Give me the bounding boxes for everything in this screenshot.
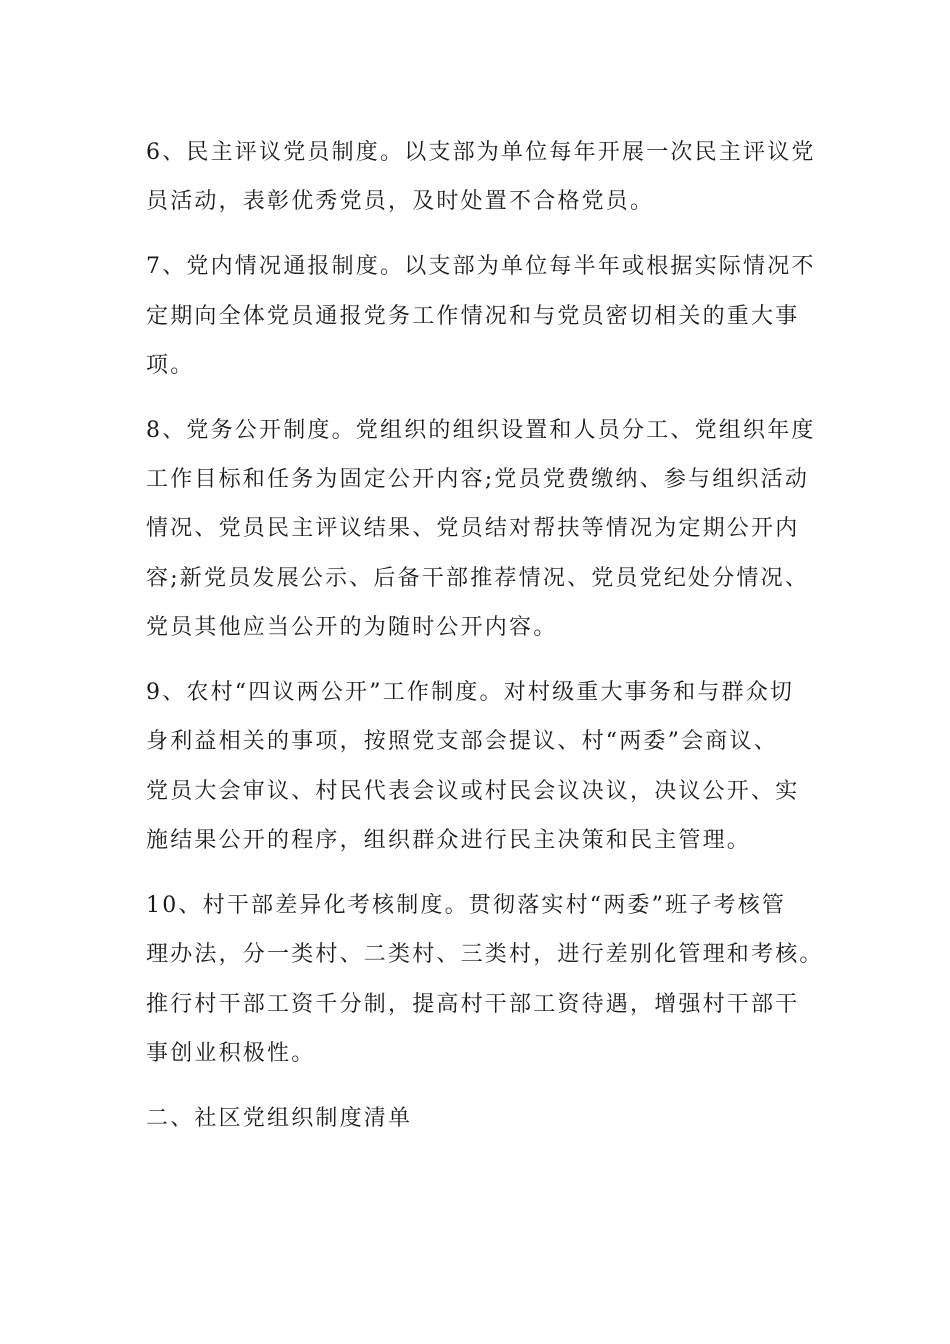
text-line: 身利益相关的事项，按照党支部会提议、村“两委”会商议、 [146, 729, 778, 754]
text-line: 施结果公开的程序，组织群众进行民主决策和民主管理。 [146, 828, 752, 853]
text-line: 推行村干部工资千分制，提高村干部工资待遇，增强村干部干 [146, 992, 800, 1017]
text-line: 7、党内情况通报制度。以支部为单位每半年或根据实际情况不 [146, 254, 816, 279]
text-line: 党员大会审议、村民代表会议或村民会议决议，决议公开、实 [146, 779, 800, 804]
text-line: 6、民主评议党员制度。以支部为单位每年开展一次民主评议党 [146, 140, 816, 165]
text-line: 员活动，表彰优秀党员，及时处置不合格党员。 [146, 189, 655, 214]
text-line: 10、村干部差异化考核制度。贯彻落实村“两委”班子考核管 [146, 893, 787, 918]
text-line: 事创业积极性。 [146, 1041, 316, 1066]
text-line: 定期向全体党员通报党务工作情况和与党员密切相关的重大事 [146, 304, 800, 329]
section-heading-text: 二、社区党组织制度清单 [146, 1106, 413, 1131]
text-line: 9、农村“四议两公开”工作制度。对村级重大事务和与群众切 [146, 680, 795, 705]
text-line: 党员其他应当公开的为随时公开内容。 [146, 615, 558, 640]
text-line: 情况、党员民主评议结果、党员结对帮扶等情况为定期公开内 [146, 516, 800, 541]
text-line: 8、党务公开制度。党组织的组织设置和人员分工、党组织年度 [146, 418, 816, 443]
text-line: 理办法，分一类村、二类村、三类村，进行差别化管理和考核。 [146, 942, 824, 967]
text-line: 容;新党员发展公示、后备干部推荐情况、党员党纪处分情况、 [146, 566, 810, 591]
text-line: 工作目标和任务为固定公开内容;党员党费缴纳、参与组织活动 [146, 467, 810, 492]
text-line: 项。 [146, 353, 195, 378]
